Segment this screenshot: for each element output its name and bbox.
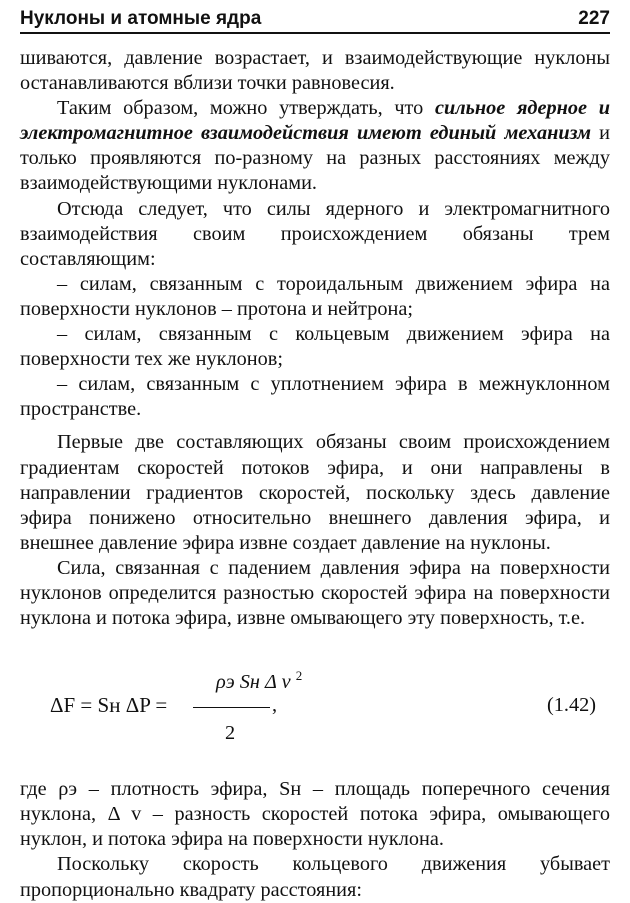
list-item-toroidal: – силам, связанным с тороидальным движением эфира на поверхности нуклонов – протона и нейтрона; (20, 272, 610, 320)
formula-lhs: ΔF = Sн ΔP = (50, 693, 168, 718)
paragraph-gradients: Первые две составляющих обязаны своим происхождением градиентам скоростей потоков эфира, и они направлены в направлении градиентов скоростей, поскольку здесь давление эфира понижено относительно внешнего давления эфира, и внешнее давление эфира извне создает давление на нуклоны. (20, 431, 610, 554)
list-item-compression: – силам, связанным с уплотнением эфира в межнуклонном пространстве. (20, 373, 610, 421)
paragraph-components: Отсюда следует, что силы ядерного и электромагнитного взаимодействия своим происхождением обязаны трем составляющим: (20, 197, 610, 270)
equation-1-42 (20, 641, 610, 771)
conclusion-lead: Таким образом, можно утверждать, что (57, 97, 435, 120)
paragraph-definitions: где ρэ – плотность эфира, Sн – площадь поперечного сечения нуклона, Δ v – разность скоростей потока эфира, омывающего нуклон, и потока эфира на поверхности нуклона. (20, 778, 610, 851)
running-title: Нуклоны и атомные ядра (20, 8, 262, 29)
paragraph-next: Поскольку скорость кольцевого движения убывает пропорционально квадрату расстояния: (20, 853, 610, 901)
page-body (20, 46, 610, 903)
conclusion-tail: и только проявляются по-разному на разных расстояниях между взаимодействующими нуклонами. (20, 122, 610, 195)
running-header (20, 4, 610, 34)
page-number: 227 (578, 8, 610, 29)
list-item-ring: – силам, связанным с кольцевым движением эфира на поверхности тех же нуклонов; (20, 323, 610, 371)
paragraph-conclusion (20, 96, 610, 196)
equation-number: (1.42) (547, 694, 596, 717)
formula-numerator: ρэ Sн Δ v $^2$ (216, 668, 303, 693)
formula-denominator: 2 (225, 722, 236, 745)
paragraph-force: Сила, связанная с падением давления эфира на поверхности нуклонов определится разностью скоростей эфира на поверхности нуклона и потока эфира, извне омывающего эту поверхность, т.е. (20, 556, 610, 630)
fraction-bar (193, 707, 270, 708)
paragraph-continued: шиваются, давление возрастает, и взаимодействующие нуклоны останавливаются вблизи точки равновесия. (20, 47, 610, 95)
emphasized-statement: сильное ядерное и электромагнитное взаимодействия имеют единый механизм (20, 97, 610, 145)
formula-comma: , (272, 694, 278, 717)
formula-exponent: 2 (295, 668, 303, 684)
